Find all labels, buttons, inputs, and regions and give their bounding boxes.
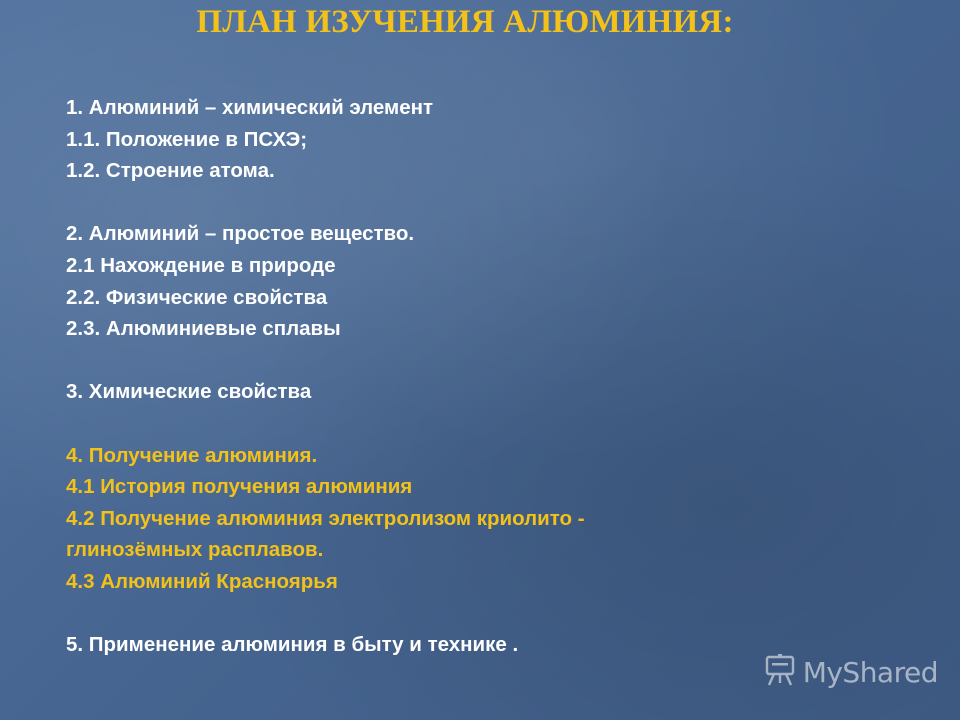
outline-item-4: 4. Получение алюминия. xyxy=(66,443,318,467)
study-plan-outline xyxy=(66,92,886,661)
section-spacer xyxy=(66,345,886,377)
section-spacer xyxy=(66,408,886,440)
outline-item-4-3: 4.3 Алюминий Красноярья xyxy=(66,569,338,593)
section-spacer xyxy=(66,187,886,219)
watermark-text: MyShared xyxy=(802,656,938,689)
outline-item-1-1: 1.1. Положение в ПСХЭ; xyxy=(66,127,308,151)
section-spacer xyxy=(66,598,886,630)
presentation-board-icon xyxy=(763,653,797,692)
outline-item-2-2: 2.2. Физические свойства xyxy=(66,285,328,309)
outline-item-2-3: 2.3. Алюминиевые сплавы xyxy=(66,317,341,341)
outline-item-4-2: 4.2 Получение алюминия электролизом криолито - xyxy=(66,506,585,530)
outline-item-4-1: 4.1 История получения алюминия xyxy=(66,475,413,499)
outline-item-2-1: 2.1 Нахождение в природе xyxy=(66,253,336,277)
watermark xyxy=(763,653,938,692)
outline-item-5: 5. Применение алюминия в быту и технике . xyxy=(66,633,519,657)
slide-title: ПЛАН ИЗУЧЕНИЯ АЛЮМИНИЯ: xyxy=(196,4,734,40)
outline-item-4-2-continued: глинозёмных расплавов. xyxy=(66,538,324,562)
outline-item-1-2: 1.2. Строение атома. xyxy=(66,159,275,183)
outline-item-3: 3. Химические свойства xyxy=(66,380,312,404)
outline-item-2: 2. Алюминий – простое вещество. xyxy=(66,222,415,246)
outline-item-1: 1. Алюминий – химический элемент xyxy=(66,96,434,119)
